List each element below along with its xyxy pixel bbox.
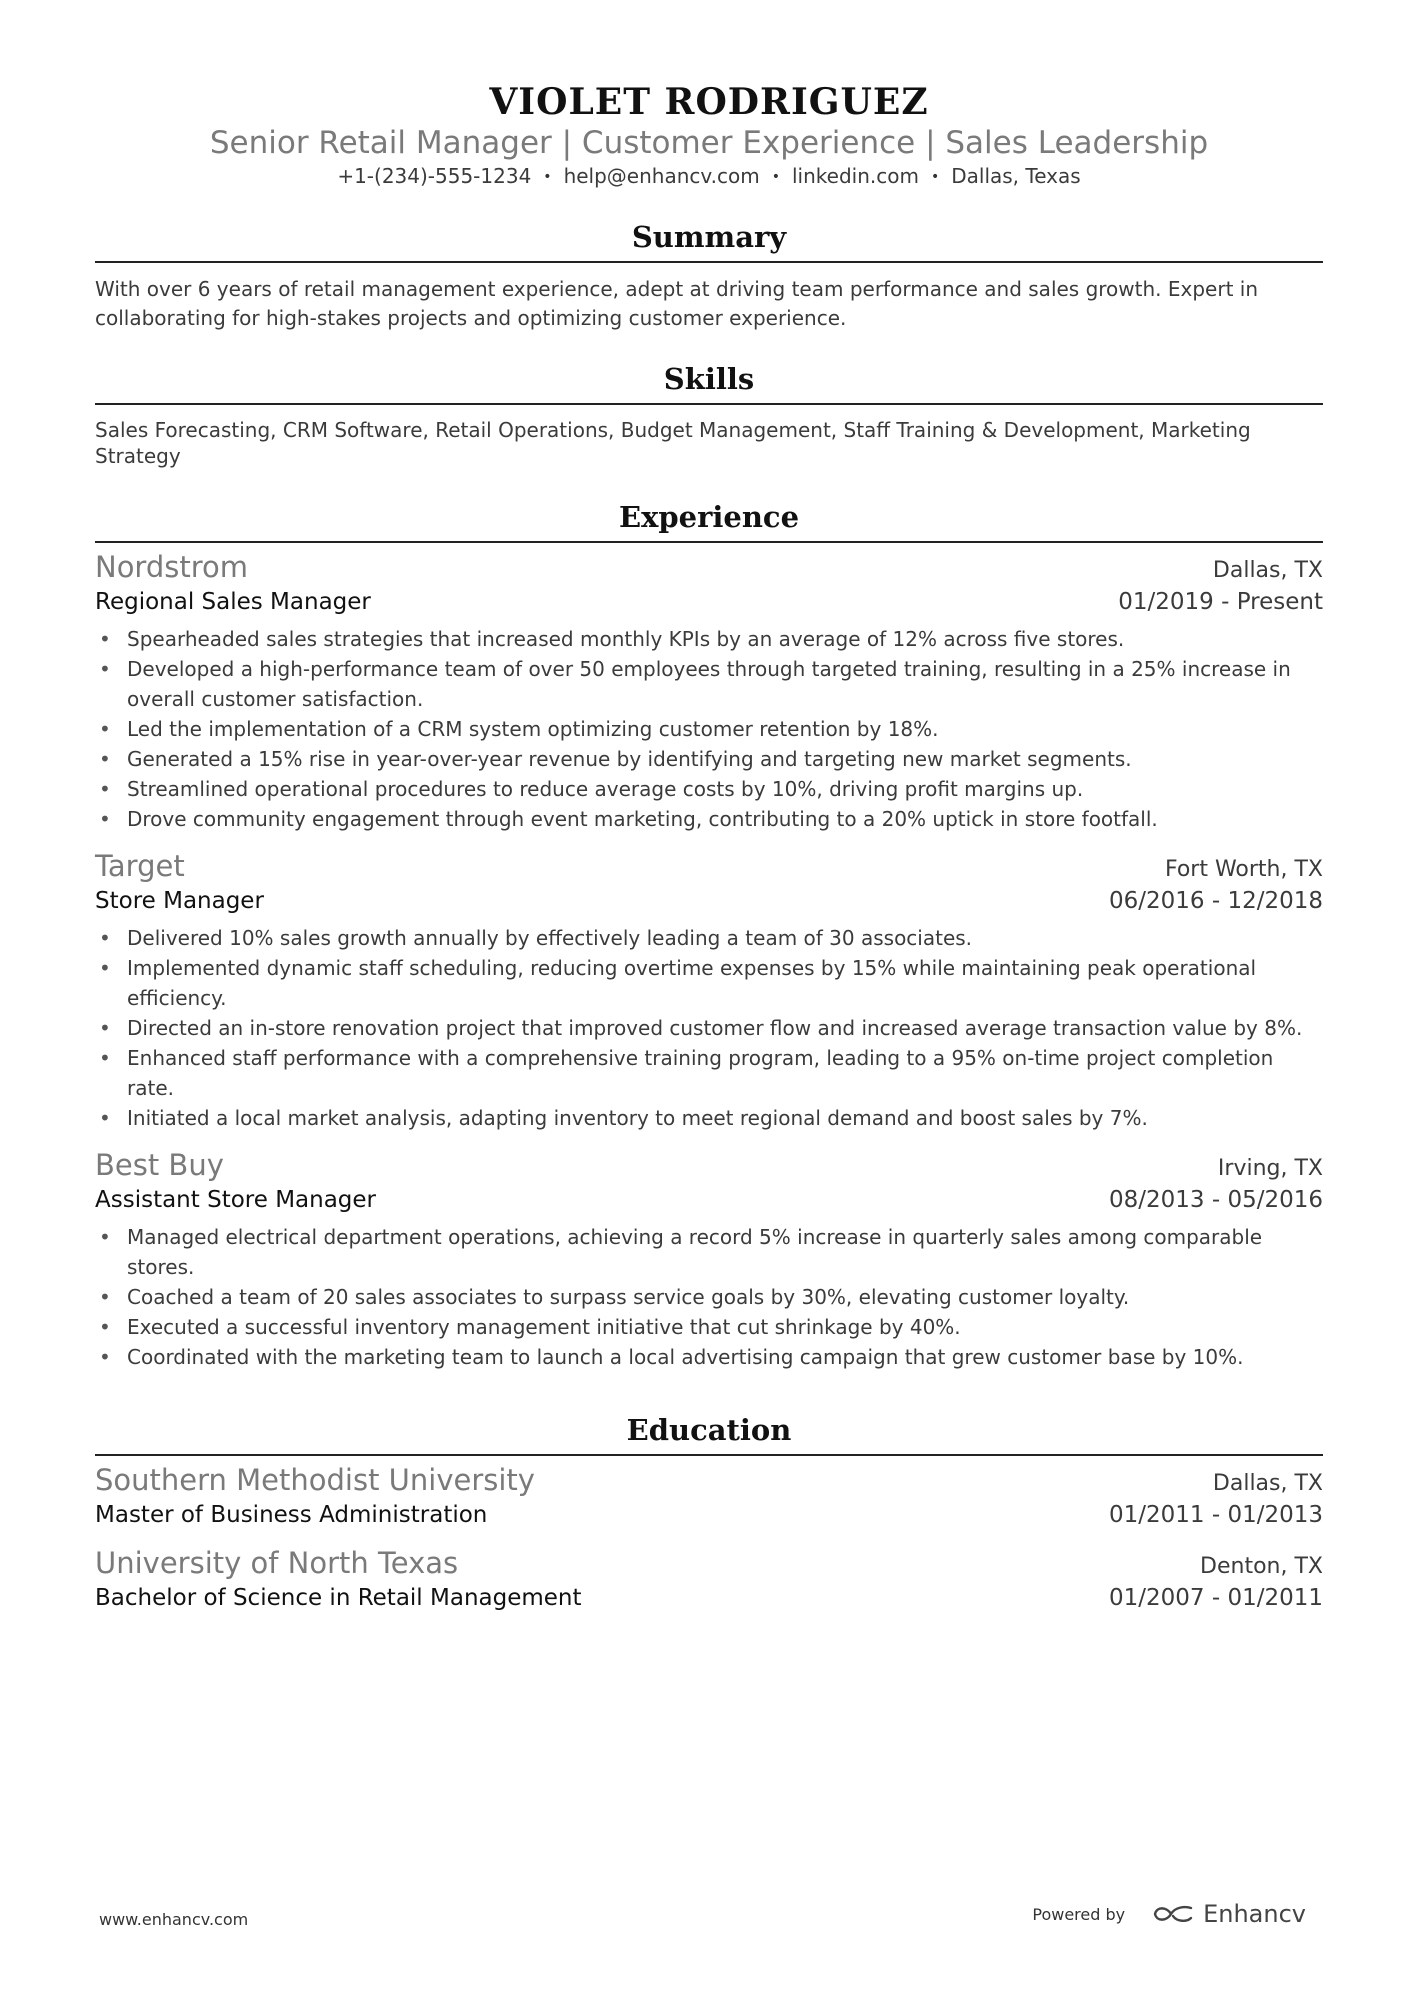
job-title: Store Manager xyxy=(95,888,264,914)
candidate-headline: Senior Retail Manager | Customer Experience | Sales Leadership xyxy=(209,125,1209,161)
experience-entry xyxy=(95,549,1323,834)
bullet-item: • Executed a successful inventory management initiative that cut shrinkage by 40%. xyxy=(95,1312,1323,1342)
job-location: Dallas, TX xyxy=(1212,558,1323,583)
summary-section xyxy=(95,219,1323,333)
experience-entry xyxy=(95,848,1323,1133)
bullet-item: • Directed an in-store renovation project that improved customer flow and increased average transaction value by 8%. xyxy=(95,1013,1323,1043)
email-link[interactable]: help@enhancv.com xyxy=(563,164,760,188)
section-title-education: Education xyxy=(626,1413,792,1447)
brand-name: Enhancv xyxy=(1203,1900,1306,1928)
company-name: Nordstrom xyxy=(95,550,249,584)
bullet-item: • Coached a team of 20 sales associates to surpass service goals by 30%, elevating customer loyalty. xyxy=(95,1282,1323,1312)
bullet-item: • Streamlined operational procedures to reduce average costs by 10%, driving profit margins up. xyxy=(95,774,1323,804)
job-bullets xyxy=(95,1222,1323,1372)
contact-separator: • xyxy=(930,169,940,185)
section-divider xyxy=(95,261,1323,263)
contact-separator: • xyxy=(543,169,552,185)
job-title: Regional Sales Manager xyxy=(95,589,371,615)
job-bullets xyxy=(95,624,1323,834)
skills-section xyxy=(95,361,1323,469)
location-text: Dallas, Texas xyxy=(951,164,1081,188)
section-divider xyxy=(95,403,1323,405)
bullet-item: • Led the implementation of a CRM system optimizing customer retention by 18%. xyxy=(95,714,1323,744)
job-location: Fort Worth, TX xyxy=(1164,857,1323,882)
job-bullets xyxy=(95,923,1323,1133)
job-dates: 08/2013 - 05/2016 xyxy=(1108,1187,1323,1213)
experience-section xyxy=(95,499,1323,1372)
candidate-name: VIOLET RODRIGUEZ xyxy=(489,81,929,123)
school-name: University of North Texas xyxy=(95,1546,459,1580)
bullet-item: • Generated a 15% rise in year-over-year revenue by identifying and targeting new market segments. xyxy=(95,744,1323,774)
education-dates: 01/2007 - 01/2011 xyxy=(1108,1585,1323,1611)
education-dates: 01/2011 - 01/2013 xyxy=(1108,1502,1323,1528)
job-dates: 01/2019 - Present xyxy=(1118,589,1323,615)
bullet-item: • Developed a high-performance team of over 50 employees through targeted training, resulting in a 25% increase in overall customer satisfaction. xyxy=(95,654,1323,714)
education-entry xyxy=(95,1545,1323,1614)
company-name: Best Buy xyxy=(95,1148,224,1182)
linkedin-link[interactable]: linkedin.com xyxy=(792,164,919,188)
footer-website-link[interactable]: www.enhancv.com xyxy=(99,1910,249,1929)
section-divider xyxy=(95,1454,1323,1456)
school-location: Dallas, TX xyxy=(1212,1471,1323,1496)
enhancv-logo-icon xyxy=(1151,1902,1195,1926)
section-divider xyxy=(95,541,1323,543)
degree-title: Master of Business Administration xyxy=(95,1502,488,1528)
bullet-item: • Spearheaded sales strategies that increased monthly KPIs by an average of 12% across five stores. xyxy=(95,624,1323,654)
education-entry xyxy=(95,1462,1323,1531)
bullet-item: • Initiated a local market analysis, adapting inventory to meet regional demand and boost sales by 7%. xyxy=(95,1103,1323,1133)
phone-number[interactable]: +1-(234)-555-1234 xyxy=(337,164,532,188)
job-title: Assistant Store Manager xyxy=(95,1187,377,1213)
bullet-item: • Managed electrical department operations, achieving a record 5% increase in quarterly sales among comparable stores. xyxy=(95,1222,1323,1282)
school-name: Southern Methodist University xyxy=(95,1463,535,1497)
section-title-experience: Experience xyxy=(618,500,800,534)
footer-branding xyxy=(1032,1900,1306,1928)
section-title-skills: Skills xyxy=(663,362,755,396)
school-location: Denton, TX xyxy=(1200,1554,1323,1579)
bullet-item: • Enhanced staff performance with a comprehensive training program, leading to a 95% on-time project completion rate. xyxy=(95,1043,1323,1103)
brand-logo[interactable] xyxy=(1151,1900,1306,1928)
job-dates: 06/2016 - 12/2018 xyxy=(1108,888,1323,914)
bullet-item: • Coordinated with the marketing team to launch a local advertising campaign that grew customer base by 10%. xyxy=(95,1342,1323,1372)
contact-line xyxy=(95,162,1323,191)
summary-text: With over 6 years of retail management experience, adept at driving team performance and sales growth. Expert in collaborating for high-stakes projects and optimizing customer experience. xyxy=(95,277,1259,330)
resume-page xyxy=(95,80,1323,1628)
powered-by-label: Powered by xyxy=(1032,1904,1126,1924)
bullet-item: • Delivered 10% sales growth annually by effectively leading a team of 30 associates. xyxy=(95,923,1323,953)
company-name: Target xyxy=(95,849,185,883)
skills-text: Sales Forecasting, CRM Software, Retail Operations, Budget Management, Staff Training & Development, Marketing Strategy xyxy=(95,418,1251,468)
education-section xyxy=(95,1412,1323,1614)
section-title-summary: Summary xyxy=(631,220,787,254)
bullet-item: • Implemented dynamic staff scheduling, reducing overtime expenses by 15% while maintaining peak operational efficiency. xyxy=(95,953,1323,1013)
experience-entry xyxy=(95,1147,1323,1372)
contact-separator: • xyxy=(771,169,780,185)
job-location: Irving, TX xyxy=(1217,1156,1323,1181)
degree-title: Bachelor of Science in Retail Management xyxy=(95,1585,582,1611)
bullet-item: • Drove community engagement through event marketing, contributing to a 20% uptick in store footfall. xyxy=(95,804,1323,834)
